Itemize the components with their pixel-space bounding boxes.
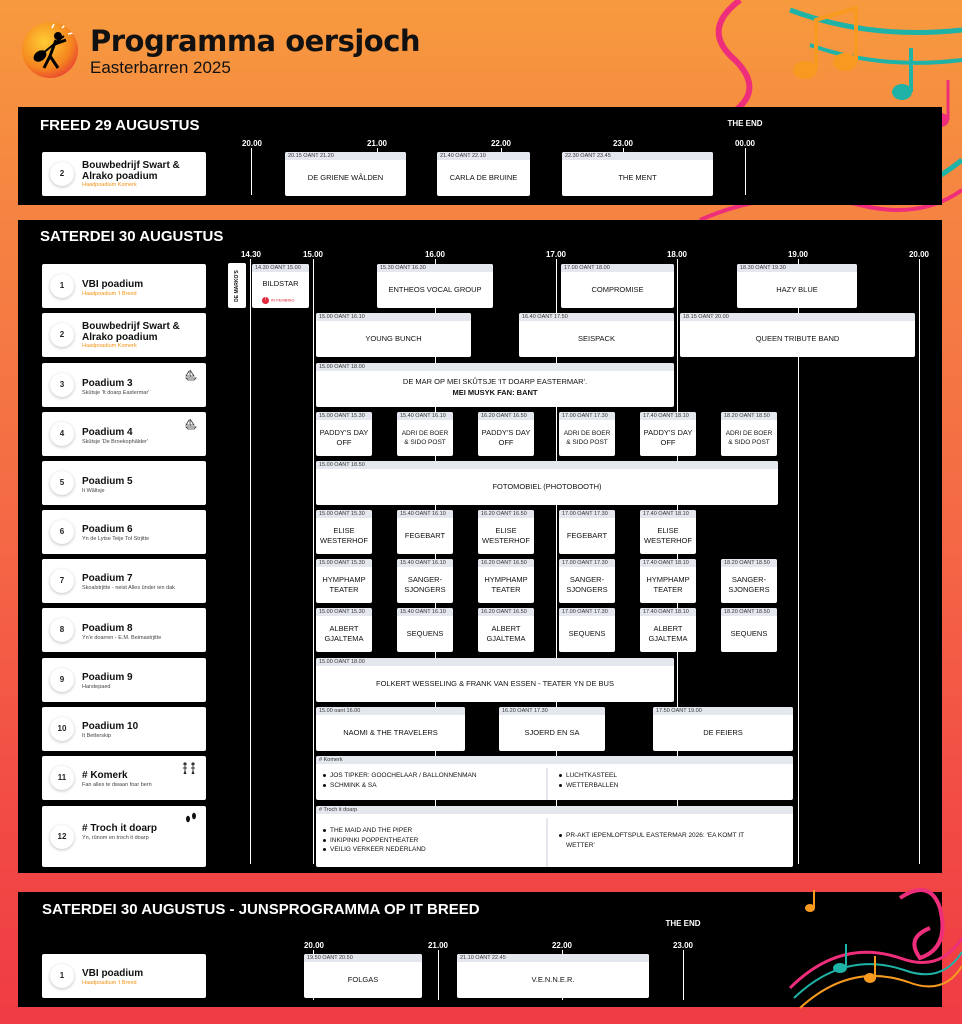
event-card[interactable] xyxy=(680,313,915,357)
time-label: 16.00 xyxy=(424,250,446,259)
vertical-event-card[interactable] xyxy=(228,263,246,308)
stage-card xyxy=(42,756,206,800)
event-card[interactable] xyxy=(478,559,534,603)
event-card[interactable] xyxy=(316,658,674,702)
time-gridline xyxy=(919,259,920,864)
event-time: 16.20 OANT 17.30 xyxy=(499,707,605,715)
stage-subtitle: Harstepaed xyxy=(82,684,111,690)
event-time: 15.00 OANT 15.30 xyxy=(316,559,372,567)
event-card[interactable] xyxy=(499,707,605,751)
stage-name: Poadium 8 xyxy=(82,623,133,634)
alert-icon: ! xyxy=(262,297,269,304)
event-time: 17.40 OANT 18.10 xyxy=(640,510,696,518)
event-card[interactable] xyxy=(559,510,615,554)
event-card[interactable] xyxy=(478,510,534,554)
festival-logo xyxy=(22,22,78,78)
activity-header: # Komerk xyxy=(316,756,793,764)
evening-title: SATERDEI 30 AUGUSTUS - JUNSPROGRAMMA OP IT BREED xyxy=(42,901,480,918)
activity-header: # Troch it doarp xyxy=(316,806,793,814)
activity-list xyxy=(556,771,786,790)
event-time: 15.00 OANT 18.50 xyxy=(316,461,778,469)
event-time: 15.00 oant 16.00 xyxy=(316,707,465,715)
event-time: 18.15 OANT 20.00 xyxy=(680,313,915,321)
music-staff-decoration xyxy=(780,878,962,1024)
the-end-label: THE END xyxy=(665,919,701,928)
the-end-label: THE END xyxy=(727,119,763,128)
list-item: WETTERBALLEN xyxy=(556,781,786,791)
event-card[interactable] xyxy=(559,412,615,456)
children-icon xyxy=(180,761,198,775)
time-label: 14.30 xyxy=(240,250,262,259)
event-name: CARLA DE BRUINE xyxy=(449,173,518,182)
event-name: ELISE WESTERHOF xyxy=(320,526,368,545)
event-name: FEGEBART xyxy=(404,531,446,540)
time-label: 21.00 xyxy=(366,139,388,148)
event-time: 21.40 OANT 22.10 xyxy=(437,152,530,160)
event-name: V.E.N.N.E.R. xyxy=(531,975,575,984)
event-time: 14.30 OANT 15.00 xyxy=(252,264,309,272)
time-gridline xyxy=(745,148,746,195)
event-name: ALBERT GJALTEMA xyxy=(486,624,526,643)
event-time: 18.30 OANT 19.30 xyxy=(737,264,857,272)
event-detail: MEI MUSYK FAN: BANT xyxy=(452,388,538,397)
event-card[interactable] xyxy=(397,559,453,603)
list-item: SCHMINK & SA xyxy=(320,781,546,791)
event-card[interactable] xyxy=(478,412,534,456)
boat-icon xyxy=(184,417,198,431)
event-name: HYMPHAMP TEATER xyxy=(484,575,528,594)
event-card[interactable] xyxy=(316,363,674,407)
saturday-title: SATERDEI 30 AUGUSTUS xyxy=(40,228,224,245)
event-card[interactable] xyxy=(721,559,777,603)
event-name: ALBERT GJALTEMA xyxy=(648,624,688,643)
time-label: 20.00 xyxy=(303,941,325,950)
event-card[interactable] xyxy=(377,264,493,308)
event-card[interactable] xyxy=(316,461,778,505)
event-name: SANGER-SJONGERS xyxy=(566,575,608,594)
time-label: 19.00 xyxy=(787,250,809,259)
event-name: NAOMI & THE TRAVELERS xyxy=(343,728,438,737)
event-card[interactable] xyxy=(316,313,471,357)
event-time: 15.00 OANT 18.00 xyxy=(316,363,674,371)
stage-card xyxy=(42,806,206,867)
event-name: ELISE WESTERHOF xyxy=(482,526,530,545)
event-time: 15.00 OANT 16.10 xyxy=(316,313,471,321)
list-item: LUCHTKASTEEL xyxy=(556,771,786,781)
activity-list xyxy=(320,771,546,790)
event-time: 17.00 OANT 17.30 xyxy=(559,608,615,616)
guitarist-icon xyxy=(22,22,78,78)
event-name: SEQUENS xyxy=(568,629,606,638)
event-name: HYMPHAMP TEATER xyxy=(322,575,366,594)
stage-number: 6 xyxy=(50,520,74,544)
event-card[interactable] xyxy=(640,412,696,456)
event-name: SEISPACK xyxy=(578,334,615,343)
time-gridline xyxy=(250,259,251,864)
divider xyxy=(546,818,548,867)
event-name: QUEEN TRIBUTE BAND xyxy=(755,334,840,343)
stage-name: Poadium 7 xyxy=(82,573,133,584)
event-card[interactable] xyxy=(519,313,674,357)
time-label: 17.00 xyxy=(545,250,567,259)
stage-name: Poadium 9 xyxy=(82,672,133,683)
time-label: 20.00 xyxy=(241,139,263,148)
event-card[interactable] xyxy=(457,954,649,998)
stage-number: 8 xyxy=(50,618,74,642)
stage-name: Poadium 5 xyxy=(82,476,133,487)
event-time: 15.00 OANT 18.00 xyxy=(316,658,674,666)
stage-name: Poadium 3 xyxy=(82,378,133,389)
time-gridline xyxy=(313,259,314,864)
event-time: 17.00 OANT 17.30 xyxy=(559,510,615,518)
event-card[interactable] xyxy=(640,559,696,603)
event-name: HAZY BLUE xyxy=(776,285,818,294)
stage-name: Poadium 4 xyxy=(82,427,133,438)
event-card[interactable] xyxy=(737,264,857,308)
stage-name: VBI poadium xyxy=(82,279,144,290)
stage-number: 10 xyxy=(50,717,74,741)
time-label: 23.00 xyxy=(612,139,634,148)
event-card[interactable] xyxy=(721,608,777,652)
event-time: 16.20 OANT 16.50 xyxy=(478,608,534,616)
stage-subtitle: Yn, rûnom en troch it doarp xyxy=(82,835,149,841)
stage-number: 2 xyxy=(50,162,74,186)
stage-card xyxy=(42,608,206,652)
event-time: 21.10 OANT 22.45 xyxy=(457,954,649,962)
event-card[interactable] xyxy=(316,707,465,751)
time-label: 21.00 xyxy=(427,941,449,950)
event-name: PADDY'S DAY OFF xyxy=(319,428,369,447)
event-name: FOLGAS xyxy=(347,975,379,984)
event-name: PADDY'S DAY OFF xyxy=(481,428,531,447)
page-subtitle: Easterbarren 2025 xyxy=(90,58,231,77)
event-name: ADRI DE BOER & SIDO POST xyxy=(563,430,611,446)
event-name: HYMPHAMP TEATER xyxy=(646,575,690,594)
activity-list xyxy=(320,826,546,855)
event-name: DE MAR OP MEI SKÛTSJE 'IT DOARP EASTERMAR'. xyxy=(402,377,588,386)
stage-subtitle: Haadpoadium Komerk xyxy=(82,182,137,188)
event-card[interactable] xyxy=(316,510,372,554)
time-gridline xyxy=(683,950,684,1000)
event-name: PADDY'S DAY OFF xyxy=(643,428,693,447)
event-card[interactable] xyxy=(316,608,372,652)
friday-title: FREED 29 AUGUSTUS xyxy=(40,117,200,134)
stage-subtitle: Haadpoadium Komerk xyxy=(82,343,137,349)
list-item: INKIPINKI POPPENTHEATER xyxy=(320,836,546,846)
stage-number: 4 xyxy=(50,422,74,446)
event-name: BILDSTAR xyxy=(262,279,299,288)
event-time: 18.20 OANT 18.50 xyxy=(721,412,777,420)
event-card[interactable] xyxy=(559,608,615,652)
stage-card xyxy=(42,510,206,554)
stage-card xyxy=(42,412,206,456)
event-time: 15.40 OANT 16.10 xyxy=(397,412,453,420)
event-time: 17.40 OANT 18.10 xyxy=(640,412,696,420)
stage-subtitle: Skoalstrjitte - neist Alles ûnder ien dak xyxy=(82,585,175,591)
event-time: 15.40 OANT 16.10 xyxy=(397,559,453,567)
stage-subtitle: It Betterskip xyxy=(82,733,112,739)
event-name: YOUNG BUNCH xyxy=(365,334,422,343)
event-card[interactable] xyxy=(721,412,777,456)
event-card[interactable] xyxy=(397,510,453,554)
stage-number: 2 xyxy=(50,323,74,347)
event-name: ENTHEOS VOCAL GROUP xyxy=(388,285,482,294)
event-card[interactable] xyxy=(653,707,793,751)
event-time: 18.20 OANT 18.50 xyxy=(721,608,777,616)
stage-card xyxy=(42,707,206,751)
event-time: 15.30 OANT 16.30 xyxy=(377,264,493,272)
time-label: 00.00 xyxy=(734,139,756,148)
event-time: 17.40 OANT 18.10 xyxy=(640,559,696,567)
event-card[interactable] xyxy=(304,954,422,998)
stage-number: 7 xyxy=(50,569,74,593)
event-card[interactable] xyxy=(252,264,309,308)
list-item: THE MAID AND THE PIPER xyxy=(320,826,546,836)
event-time: 16.20 OANT 16.50 xyxy=(478,412,534,420)
event-card[interactable] xyxy=(285,152,406,196)
time-label: 15.00 xyxy=(302,250,324,259)
event-time: 15.00 OANT 15.30 xyxy=(316,608,372,616)
stage-number: 1 xyxy=(50,964,74,988)
list-item: VEILIG VERKEER NEDERLAND xyxy=(320,845,546,855)
event-name: SJOERD EN SA xyxy=(524,728,580,737)
event-name: DE GRIENE WÂLDEN xyxy=(307,173,384,182)
event-time: 17.00 OANT 17.30 xyxy=(559,412,615,420)
stage-number: 12 xyxy=(50,825,74,849)
activity-card xyxy=(316,756,793,800)
footprints-icon xyxy=(184,811,198,825)
event-time: 16.40 OANT 17.50 xyxy=(519,313,674,321)
vertical-event-name: DE MARKO'S xyxy=(234,269,240,302)
stage-subtitle: Yn'e doarren - E.M. Beimastrjitte xyxy=(82,635,162,641)
event-card[interactable] xyxy=(397,608,453,652)
stage-name: Bouwbedrijf Swart & Alrako poadium xyxy=(82,321,180,343)
stage-card xyxy=(42,313,206,357)
event-name: SEQUENS xyxy=(730,629,768,638)
stage-number: 9 xyxy=(50,668,74,692)
event-name: FOTOMOBIEL (PHOTOBOOTH) xyxy=(492,482,602,491)
event-name: FOLKERT WESSELING & FRANK VAN ESSEN - TEATER YN DE BUS xyxy=(376,679,614,688)
time-label: 18.00 xyxy=(666,250,688,259)
stage-name: VBI poadium xyxy=(82,968,144,979)
stage-subtitle: Skûtsje 'It doarp Eastermar' xyxy=(82,390,150,396)
event-time: 19.50 OANT 20.50 xyxy=(304,954,422,962)
event-time: 18.20 OANT 18.50 xyxy=(721,559,777,567)
stage-name: Bouwbedrijf Swart & Alrako poadium xyxy=(82,160,180,182)
event-time: 16.20 OANT 16.50 xyxy=(478,559,534,567)
stage-card xyxy=(42,152,206,196)
activity-card xyxy=(316,806,793,867)
page-title: Programma oersjoch xyxy=(90,24,421,58)
event-name: ALBERT GJALTEMA xyxy=(324,624,364,643)
event-name: THE MENT xyxy=(618,173,657,182)
event-time: 20.15 OANT 21.20 xyxy=(285,152,406,160)
stage-number: 1 xyxy=(50,274,74,298)
stage-card xyxy=(42,559,206,603)
stage-name: # Komerk xyxy=(82,770,128,781)
list-item: PR-AKT IEPENLOFTSPUL EASTERMAR 2026: 'EA KOMT IT WETTER' xyxy=(556,831,766,850)
event-card[interactable] xyxy=(562,152,713,196)
event-time: 15.00 OANT 15.30 xyxy=(316,510,372,518)
event-card[interactable] xyxy=(316,412,372,456)
stage-subtitle: It Wâltsje xyxy=(82,488,105,494)
boat-icon xyxy=(184,368,198,382)
event-time: 17.00 OANT 18.00 xyxy=(561,264,674,272)
event-note xyxy=(262,297,295,304)
event-name: SEQUENS xyxy=(406,629,444,638)
event-time: 15.00 OANT 15.30 xyxy=(316,412,372,420)
time-label: 22.00 xyxy=(551,941,573,950)
stage-card xyxy=(42,363,206,407)
activity-list xyxy=(556,831,766,850)
stage-card xyxy=(42,264,206,308)
stage-subtitle: Yn de Lytse Teije Tol Strjitte xyxy=(82,536,150,542)
stage-card xyxy=(42,658,206,702)
event-name: SANGER-SJONGERS xyxy=(728,575,770,594)
event-name: COMPROMISE xyxy=(591,285,644,294)
event-name: ADRI DE BOER & SIDO POST xyxy=(725,430,773,446)
stage-number: 5 xyxy=(50,471,74,495)
stage-name: Poadium 6 xyxy=(82,524,133,535)
time-label: 23.00 xyxy=(672,941,694,950)
stage-subtitle: Haadpoadium 't Breed xyxy=(82,291,137,297)
time-gridline xyxy=(251,148,252,195)
list-item: JOS TIPKER: GOOCHELAAR / BALLONNENMAN xyxy=(320,771,546,781)
event-time: 17.40 OANT 18.10 xyxy=(640,608,696,616)
stage-name: # Troch it doarp xyxy=(82,823,158,834)
stage-subtitle: Fan alles te dwaan foar bern xyxy=(82,782,152,788)
event-time: 16.20 OANT 16.50 xyxy=(478,510,534,518)
event-card[interactable] xyxy=(437,152,530,196)
event-card[interactable] xyxy=(640,608,696,652)
event-time: 22.30 OANT 23.45 xyxy=(562,152,713,160)
stage-name: Poadium 10 xyxy=(82,721,139,732)
event-name: DE FEIERS xyxy=(703,728,743,737)
time-label: 22.00 xyxy=(490,139,512,148)
event-card[interactable] xyxy=(397,412,453,456)
stage-card xyxy=(42,954,206,998)
stage-subtitle: Skûtsje 'De Broekophâlder' xyxy=(82,439,148,445)
stage-number: 3 xyxy=(50,373,74,397)
stage-subtitle: Haadpoadium 't Breed xyxy=(82,980,137,986)
event-name: SANGER-SJONGERS xyxy=(404,575,446,594)
event-card[interactable] xyxy=(559,559,615,603)
event-time: 17.50 OANT 19.00 xyxy=(653,707,793,715)
event-name: ELISE WESTERHOF xyxy=(644,526,692,545)
event-card[interactable] xyxy=(316,559,372,603)
event-name: ADRI DE BOER & SIDO POST xyxy=(401,430,449,446)
event-card[interactable] xyxy=(561,264,674,308)
event-time: 15.40 OANT 16.10 xyxy=(397,608,453,616)
event-time: 15.40 OANT 16.10 xyxy=(397,510,453,518)
event-name: FEGEBART xyxy=(566,531,608,540)
event-card[interactable] xyxy=(640,510,696,554)
divider xyxy=(546,768,548,800)
stage-number: 11 xyxy=(50,766,74,790)
event-time: 17.00 OANT 17.30 xyxy=(559,559,615,567)
stage-card xyxy=(42,461,206,505)
time-gridline xyxy=(438,950,439,1000)
time-label: 20.00 xyxy=(908,250,930,259)
event-card[interactable] xyxy=(478,608,534,652)
note-text: IN PEMBING xyxy=(271,297,295,303)
